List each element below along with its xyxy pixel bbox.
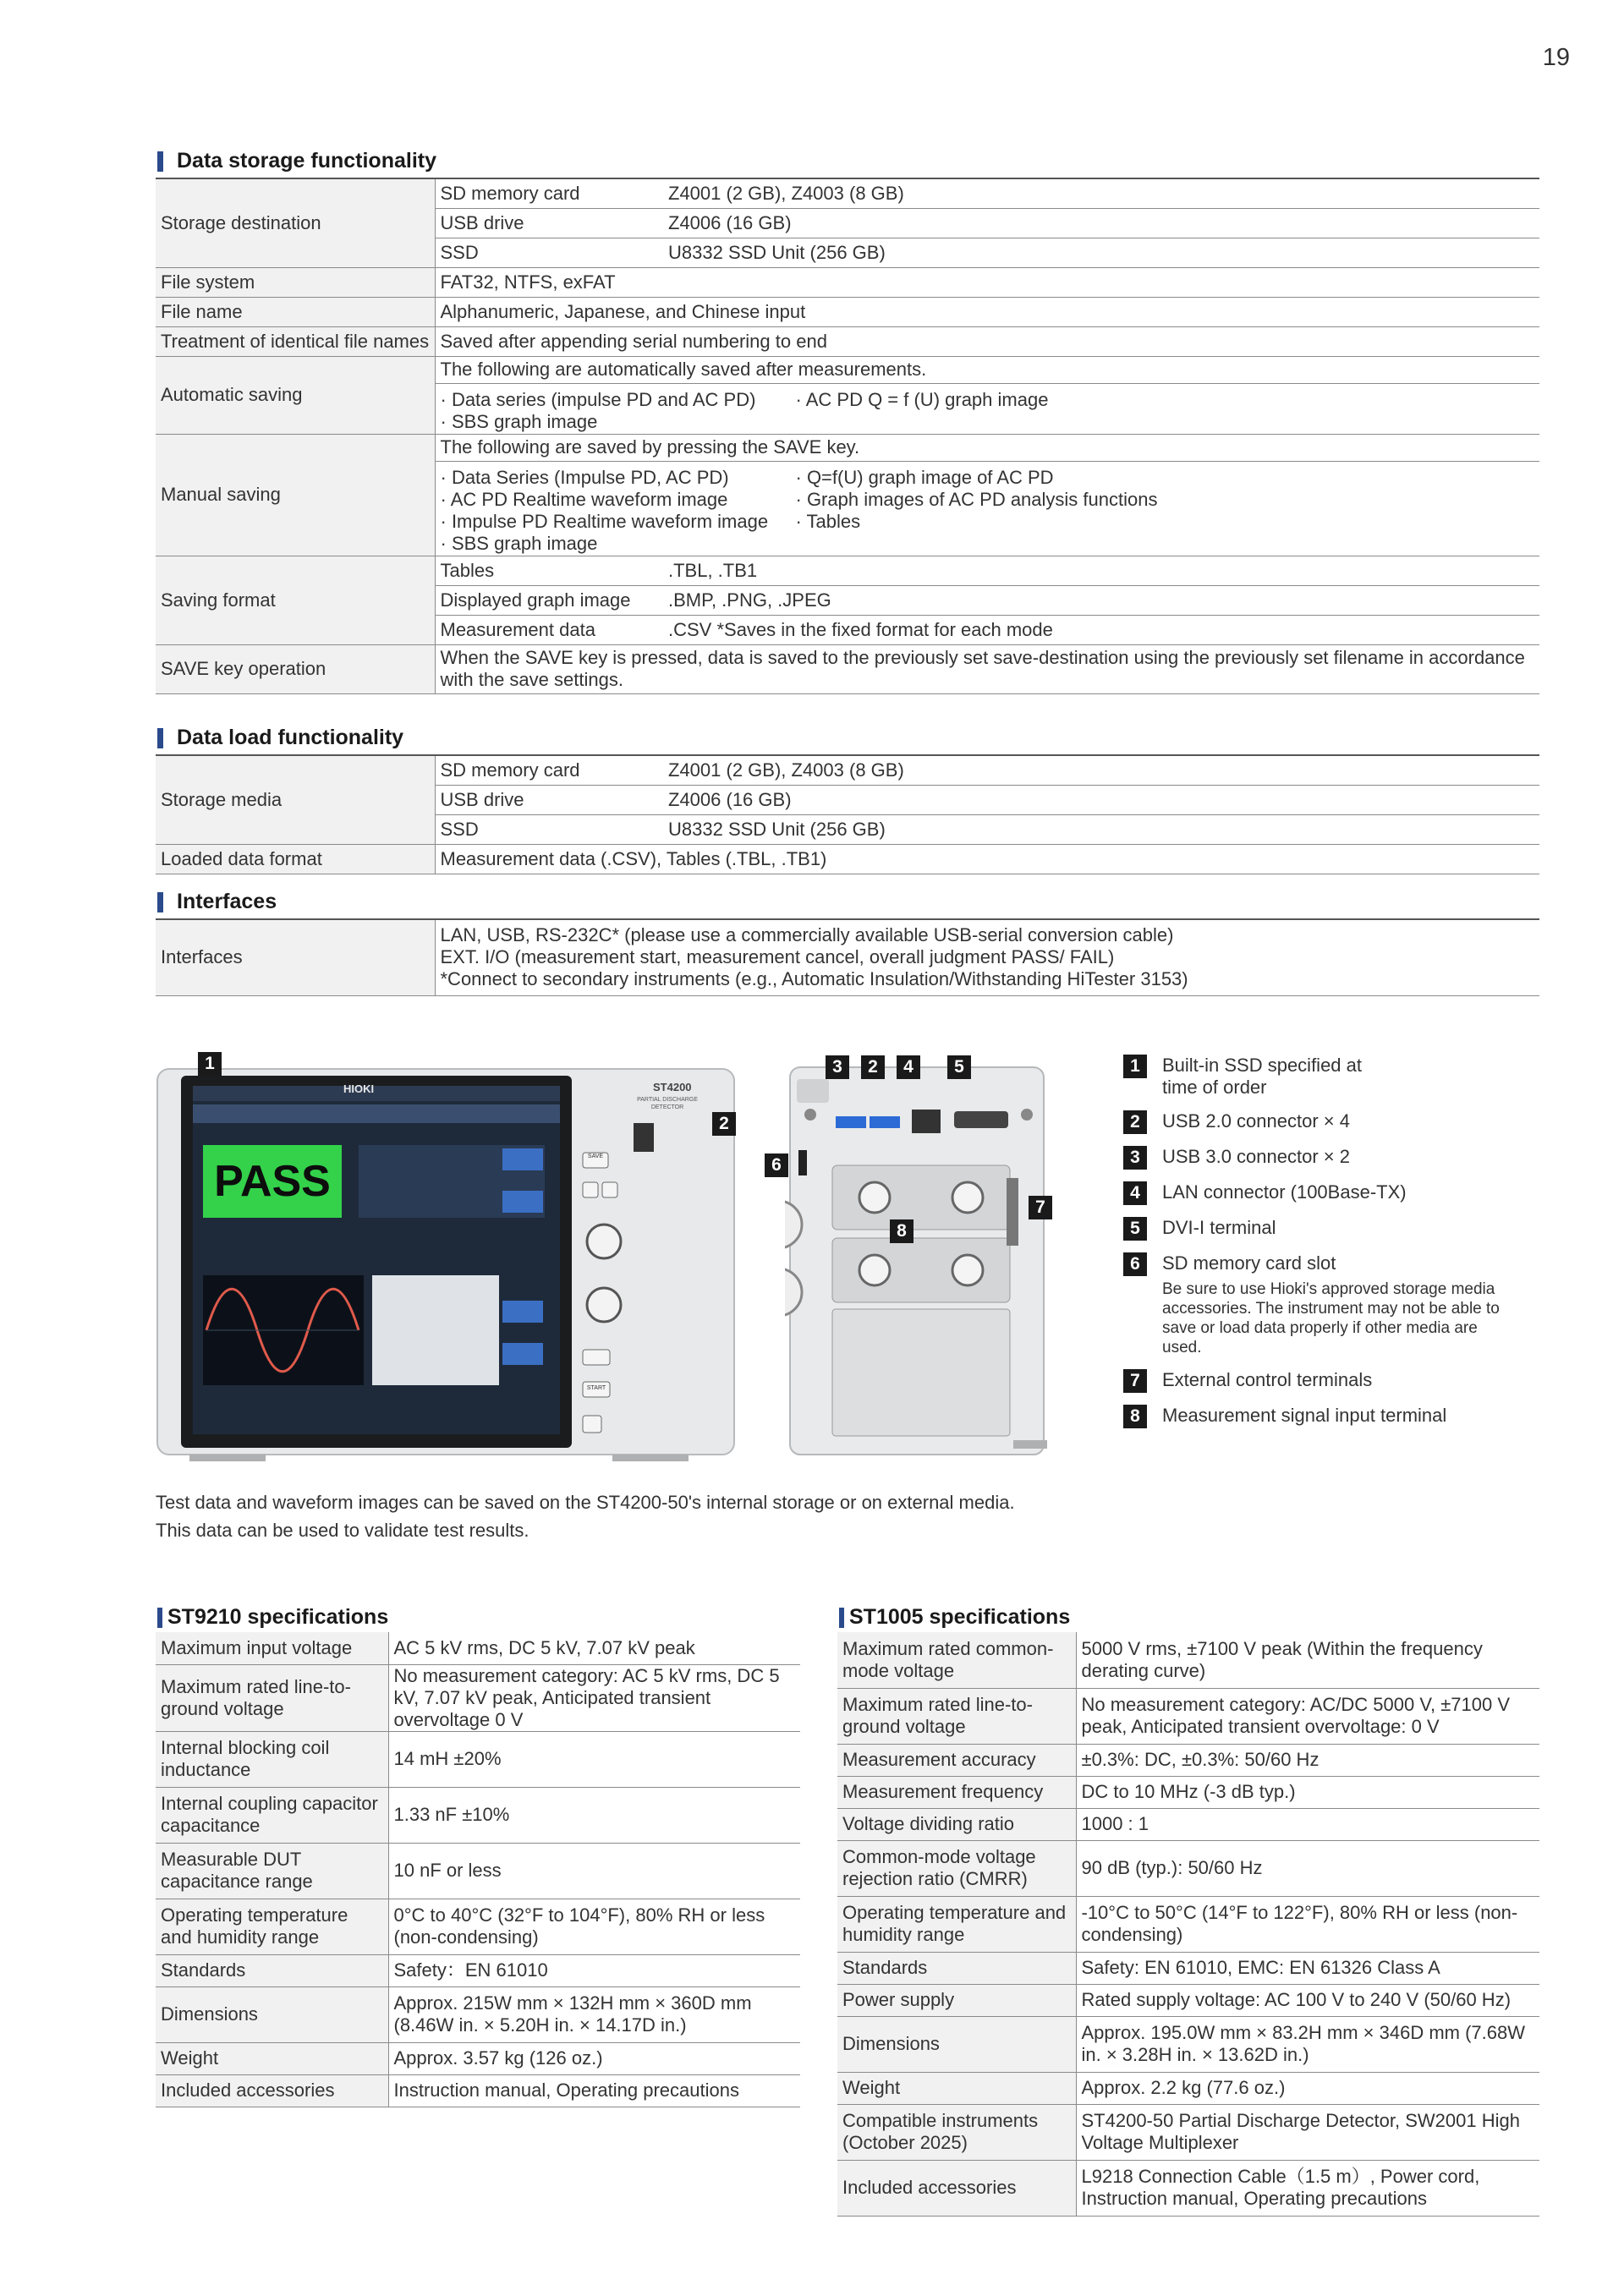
- cell-value: Approx. 215W mm × 132H mm × 360D mm (8.46W in. × 5.20H in. × 14.17D in.): [388, 1986, 800, 2042]
- section-title-text: ST1005 specifications: [849, 1605, 1071, 1629]
- legend-text: Measurement signal input terminal: [1162, 1405, 1447, 1426]
- list-item: · Tables: [795, 511, 861, 532]
- legend-item: [1123, 1181, 1512, 1205]
- sub-label: Measurement data: [435, 615, 663, 644]
- cell-value: ±0.3%: DC, ±0.3%: 50/60 Hz: [1076, 1744, 1539, 1776]
- row-label: Interfaces: [156, 919, 435, 995]
- cell-value: 14 mH ±20%: [388, 1731, 800, 1787]
- legend-text: USB 3.0 connector × 2: [1162, 1146, 1350, 1167]
- section-title-text: Data storage functionality: [177, 149, 436, 173]
- sub-label: Tables: [435, 556, 663, 585]
- data-storage-table: [156, 178, 1539, 694]
- section-title-interfaces: [157, 890, 277, 914]
- table-row: [156, 919, 1539, 995]
- cell-value: Rated supply voltage: AC 100 V to 240 V (50/60 Hz): [1076, 1984, 1539, 2016]
- list-item: · AC PD Q = f (U) graph image: [795, 389, 1049, 410]
- table-row: [156, 2042, 800, 2074]
- sub-label: USB drive: [435, 785, 663, 814]
- list-item: · Graph images of AC PD analysis functions: [795, 489, 1158, 510]
- image-caption: [156, 1488, 1015, 1544]
- row-label: Maximum rated common-mode voltage: [837, 1632, 1076, 1688]
- device-front-illustration: [156, 1064, 739, 1461]
- legend-number: 7: [1123, 1369, 1147, 1393]
- cell-value: Z4006 (16 GB): [663, 785, 1539, 814]
- section-title-st9210: [157, 1605, 388, 1630]
- cell-value: When the SAVE key is pressed, data is saved to the previously set save-destination using the previously set filename in accordance with the save settings.: [435, 644, 1539, 693]
- cell-value: Saved after appending serial numbering to end: [435, 326, 1539, 356]
- save-key-label: SAVE: [587, 1153, 604, 1159]
- table-row: [837, 1840, 1539, 1896]
- list-item: · AC PD Realtime waveform image: [440, 489, 728, 510]
- row-label: Maximum rated line-to-ground voltage: [837, 1688, 1076, 1744]
- section-bar: [157, 892, 163, 912]
- table-row: [156, 267, 1539, 297]
- auto-items: [441, 389, 1535, 433]
- table-row: [156, 297, 1539, 326]
- cell-value: -10°C to 50°C (14°F to 122°F), 80% RH or less (non-condensing): [1076, 1896, 1539, 1952]
- callout-legend: [1123, 1055, 1512, 1440]
- table-row: [837, 2072, 1539, 2104]
- table-row: [156, 644, 1539, 693]
- legend-text: External control terminals: [1162, 1369, 1373, 1390]
- legend-note: Be sure to use Hioki's approved storage media accessories. The instrument may not be able to save or load data properly if other media are used.: [1162, 1280, 1500, 1356]
- legend-number: 6: [1123, 1252, 1147, 1276]
- section-title-text: Interfaces: [177, 890, 277, 913]
- caption-line: This data can be used to validate test results.: [156, 1520, 529, 1541]
- cell-value: FAT32, NTFS, exFAT: [435, 267, 1539, 297]
- row-label: Standards: [156, 1954, 388, 1986]
- device-rear-illustration: [785, 1064, 1056, 1461]
- section-title-st1005: [839, 1605, 1070, 1630]
- cell-value: 5000 V rms, ±7100 V peak (Within the frequency derating curve): [1076, 1632, 1539, 1688]
- list-item: · Data series (impulse PD and AC PD): [440, 389, 756, 410]
- table-row: [837, 2104, 1539, 2160]
- device-rear-image: [785, 1064, 1056, 1461]
- legend-item: [1123, 1217, 1512, 1241]
- section-title-text: Data load functionality: [177, 726, 404, 749]
- sub-label: SSD: [435, 814, 663, 844]
- row-label: Dimensions: [837, 2016, 1076, 2072]
- row-label: Dimensions: [156, 1986, 388, 2042]
- callout-badge-8: 8: [890, 1219, 914, 1243]
- table-row: [837, 2160, 1539, 2216]
- section-bar: [157, 151, 163, 172]
- section-title-text: ST9210 specifications: [167, 1605, 389, 1629]
- legend-item: [1123, 1146, 1512, 1170]
- callout-badge-4: 4: [897, 1055, 920, 1079]
- start-key-label: START: [586, 1385, 606, 1391]
- row-label: Included accessories: [156, 2074, 388, 2107]
- cell-value: U8332 SSD Unit (256 GB): [663, 238, 1539, 267]
- cell-value: 10 nF or less: [388, 1843, 800, 1899]
- data-load-table: [156, 754, 1539, 874]
- device-model-sub: PARTIAL DISCHARGE DETECTOR: [637, 1097, 698, 1110]
- table-row: [837, 1688, 1539, 1744]
- table-row: [837, 1632, 1539, 1688]
- table-row: [156, 1632, 800, 1664]
- cell-value: Safety: EN 61010, EMC: EN 61326 Class A: [1076, 1952, 1539, 1984]
- row-label: Treatment of identical file names: [156, 326, 435, 356]
- table-row: [156, 434, 1539, 556]
- device-brand: HIOKI: [343, 1082, 375, 1095]
- row-label: Storage media: [156, 755, 435, 844]
- callout-badge-5: 5: [947, 1055, 971, 1079]
- row-label: Power supply: [837, 1984, 1076, 2016]
- row-label: Measurable DUT capacitance range: [156, 1843, 388, 1899]
- section-bar: [157, 1608, 162, 1628]
- row-label: Compatible instruments (October 2025): [837, 2104, 1076, 2160]
- cell-value: [435, 434, 1539, 556]
- legend-number: 4: [1123, 1181, 1147, 1205]
- row-label: Standards: [837, 1952, 1076, 1984]
- cell-value: 0°C to 40°C (32°F to 104°F), 80% RH or less (non-condensing): [388, 1899, 800, 1954]
- legend-text: DVI-I terminal: [1162, 1217, 1276, 1238]
- caption-line: Test data and waveform images can be saved on the ST4200-50's internal storage or on external media.: [156, 1492, 1015, 1513]
- table-row: [156, 1954, 800, 1986]
- row-label: Manual saving: [156, 434, 435, 556]
- table-row: [156, 556, 1539, 585]
- row-label: SAVE key operation: [156, 644, 435, 693]
- cell-value: Approx. 2.2 kg (77.6 oz.): [1076, 2072, 1539, 2104]
- row-label: Operating temperature and humidity range: [156, 1899, 388, 1954]
- table-row: [156, 178, 1539, 208]
- section-bar: [839, 1608, 844, 1628]
- row-label: Loaded data format: [156, 844, 435, 874]
- callout-badge-7: 7: [1029, 1196, 1052, 1219]
- legend-text: USB 2.0 connector × 4: [1162, 1110, 1350, 1132]
- row-label: Storage destination: [156, 178, 435, 267]
- legend-item: [1123, 1369, 1512, 1393]
- st9210-spec-table: [156, 1632, 800, 2107]
- sub-label: SSD: [435, 238, 663, 267]
- cell-value: 1000 : 1: [1076, 1808, 1539, 1840]
- legend-item: [1123, 1252, 1512, 1357]
- table-row: [156, 356, 1539, 434]
- cell-value: Z4006 (16 GB): [663, 208, 1539, 238]
- cell-value: U8332 SSD Unit (256 GB): [663, 814, 1539, 844]
- row-label: Operating temperature and humidity range: [837, 1896, 1076, 1952]
- table-row: [156, 1899, 800, 1954]
- page-number: 19: [1542, 44, 1570, 71]
- legend-text: SD memory card slot: [1162, 1252, 1336, 1274]
- table-row: [837, 1776, 1539, 1808]
- list-item: · Impulse PD Realtime waveform image: [440, 511, 769, 532]
- legend-number: 5: [1123, 1217, 1147, 1241]
- cell-value: Measurement data (.CSV), Tables (.TBL, .TB1): [435, 844, 1539, 874]
- cell-value: ST4200-50 Partial Discharge Detector, SW2001 High Voltage Multiplexer: [1076, 2104, 1539, 2160]
- cell-value: 1.33 nF ±10%: [388, 1787, 800, 1843]
- legend-number: 8: [1123, 1405, 1147, 1428]
- legend-item: [1123, 1110, 1512, 1134]
- row-label: Included accessories: [837, 2160, 1076, 2216]
- cell-value: L9218 Connection Cable（1.5 m）, Power cord, Instruction manual, Operating precautions: [1076, 2160, 1539, 2216]
- table-row: [837, 1808, 1539, 1840]
- legend-text-block: [1162, 1252, 1501, 1357]
- cell-value: .TBL, .TB1: [663, 556, 1539, 585]
- cell-value: No measurement category: AC/DC 5000 V, ±7100 V peak, Anticipated transient overvoltage: 0 V: [1076, 1688, 1539, 1744]
- cell-value: [435, 919, 1539, 995]
- pass-display: PASS: [214, 1157, 331, 1206]
- sub-label: SD memory card: [435, 755, 663, 785]
- cell-value: .CSV *Saves in the fixed format for each mode: [663, 615, 1539, 644]
- row-label: Voltage dividing ratio: [837, 1808, 1076, 1840]
- legend-number: 1: [1123, 1055, 1147, 1078]
- table-row: [156, 844, 1539, 874]
- table-row: [837, 1744, 1539, 1776]
- table-row: [837, 1896, 1539, 1952]
- device-front-image: [156, 1064, 739, 1461]
- callout-badge-6: 6: [765, 1153, 788, 1177]
- sub-label: SD memory card: [435, 178, 663, 208]
- list-item: · Data Series (Impulse PD, AC PD): [440, 467, 729, 488]
- legend-item: [1123, 1405, 1512, 1428]
- interface-line: EXT. I/O (measurement start, measurement cancel, overall judgment PASS/ FAIL): [440, 946, 1115, 968]
- device-model: ST4200: [653, 1081, 692, 1093]
- row-label: File system: [156, 267, 435, 297]
- sub-label: Displayed graph image: [435, 585, 663, 615]
- row-label: Weight: [837, 2072, 1076, 2104]
- legend-text: LAN connector (100Base-TX): [1162, 1181, 1407, 1203]
- cell-value: Instruction manual, Operating precautions: [388, 2074, 800, 2107]
- row-label: Weight: [156, 2042, 388, 2074]
- cell-value: Z4001 (2 GB), Z4003 (8 GB): [663, 755, 1539, 785]
- table-row: [837, 1952, 1539, 1984]
- table-row: [837, 1984, 1539, 2016]
- list-item: · SBS graph image: [440, 533, 598, 554]
- table-row: [156, 755, 1539, 785]
- cell-value: DC to 10 MHz (-3 dB typ.): [1076, 1776, 1539, 1808]
- interfaces-table: [156, 918, 1539, 996]
- table-row: [156, 1787, 800, 1843]
- section-title-data-load: [157, 726, 403, 750]
- table-row: [156, 326, 1539, 356]
- list-item: · Q=f(U) graph image of AC PD: [795, 467, 1054, 488]
- row-label: Measurement accuracy: [837, 1744, 1076, 1776]
- legend-text: Built-in SSD specified at time of order: [1162, 1055, 1362, 1098]
- cell-value: No measurement category: AC 5 kV rms, DC 5 kV, 7.07 kV peak, Anticipated transient overvoltage 0 V: [388, 1664, 800, 1731]
- table-row: [837, 2016, 1539, 2072]
- legend-item: [1123, 1055, 1512, 1099]
- st1005-spec-table: [837, 1632, 1539, 2217]
- callout-badge-2-front: 2: [712, 1112, 736, 1136]
- table-row: [156, 2074, 800, 2107]
- callout-badge-1: 1: [198, 1052, 222, 1076]
- list-item: · SBS graph image: [440, 411, 598, 432]
- cell-value: Approx. 195.0W mm × 83.2H mm × 346D mm (7.68W in. × 3.28H in. × 13.62D in.): [1076, 2016, 1539, 2072]
- cell-value: AC 5 kV rms, DC 5 kV, 7.07 kV peak: [388, 1632, 800, 1664]
- row-label: File name: [156, 297, 435, 326]
- callout-badge-3: 3: [826, 1055, 849, 1079]
- section-bar: [157, 728, 163, 748]
- sub-label: USB drive: [435, 208, 663, 238]
- callout-badge-2: 2: [861, 1055, 885, 1079]
- cell-value: .BMP, .PNG, .JPEG: [663, 585, 1539, 615]
- row-label: Internal blocking coil inductance: [156, 1731, 388, 1787]
- row-label: Measurement frequency: [837, 1776, 1076, 1808]
- section-title-data-storage: [157, 149, 436, 173]
- interface-line: *Connect to secondary instruments (e.g., Automatic Insulation/Withstanding HiTester 3153): [440, 968, 1188, 990]
- row-label: Internal coupling capacitor capacitance: [156, 1787, 388, 1843]
- row-label: Automatic saving: [156, 356, 435, 434]
- table-row: [156, 1843, 800, 1899]
- table-row: [156, 1664, 800, 1731]
- row-label: Common-mode voltage rejection ratio (CMRR): [837, 1840, 1076, 1896]
- cell-value: 90 dB (typ.): 50/60 Hz: [1076, 1840, 1539, 1896]
- cell-value: Z4001 (2 GB), Z4003 (8 GB): [663, 178, 1539, 208]
- table-row: [156, 1731, 800, 1787]
- cell-value: Alphanumeric, Japanese, and Chinese input: [435, 297, 1539, 326]
- row-label: Maximum input voltage: [156, 1632, 388, 1664]
- manual-items: [441, 467, 1535, 555]
- cell-value: [435, 356, 1539, 434]
- cell-value: Approx. 3.57 kg (126 oz.): [388, 2042, 800, 2074]
- cell-value: Safety：EN 61010: [388, 1954, 800, 1986]
- table-row: [156, 1986, 800, 2042]
- legend-number: 2: [1123, 1110, 1147, 1134]
- interface-line: LAN, USB, RS-232C* (please use a commercially available USB-serial conversion cable): [440, 924, 1174, 946]
- auto-intro: The following are automatically saved after measurements.: [436, 359, 1540, 384]
- row-label: Saving format: [156, 556, 435, 644]
- manual-intro: The following are saved by pressing the SAVE key.: [436, 436, 1540, 462]
- row-label: Maximum rated line-to-ground voltage: [156, 1664, 388, 1731]
- legend-number: 3: [1123, 1146, 1147, 1170]
